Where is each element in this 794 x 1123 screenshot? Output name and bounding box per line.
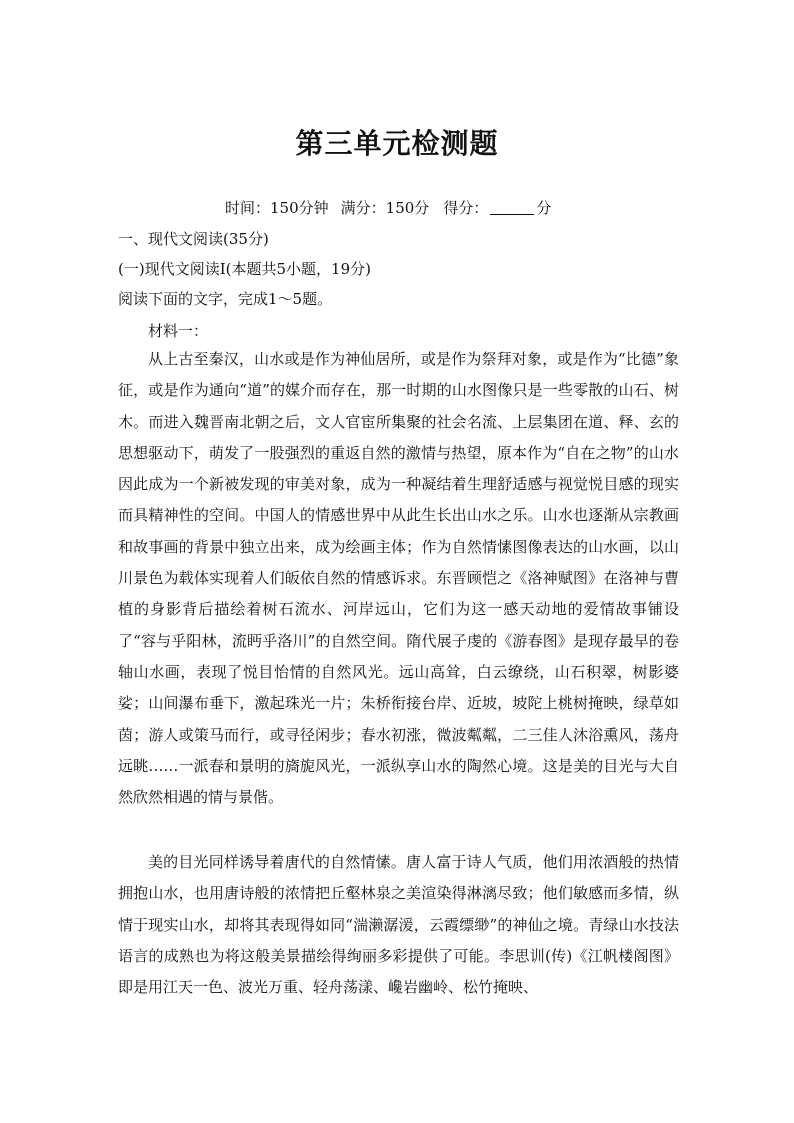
page-title: 第三单元检测题	[295, 127, 499, 160]
got-unit: 分	[536, 199, 552, 217]
paragraph-1: 从上古至秦汉，山水或是作为神仙居所，或是作为祭拜对象，或是作为“比德”象征，或是作为通向“道”的媒介而存在，那一时期的山水图像只是一些零散的山石、树木。而进入魏晋南北朝之后，文人官宦所集聚的社会名流、上层集团在道、释、玄的思想驱动下，萌发了一股强烈的重返自然的激情与热望，原本作为“自在之物”的山水因此成为一个新被发现的审美对象，成为一种凝结着生理舒适感与视觉悦目感的现实而具精神性的空间。中国人的情感世界中从此生长出山水之乐。山水也逐渐从宗教画和故事画的背景中独立出来，成为绘画主体；作为自然情愫图像表达的山水画，以山川景色为载体实现着人们皈依自然的情感诉求。东晋顾恺之《洛神赋图》在洛神与曹植的身影背后描绘着树石流水、河岸远山，它们为这一感天动地的爱情故事铺设了“容与乎阳林，流眄乎洛川”的自然空间。隋代展子虔的《游春图》是现存最早的卷轴山水画，表现了悦目怡情的自然风光。远山高耸，白云缭绕，山石积翠，树影婆娑；山间瀑布垂下，激起珠光一片；朱桥衔接台岸、近坡，坡陀上桃树掩映，绿草如茵；游人或策马而行，或寻径闲步；春水初涨，微波粼粼，二三佳人沐浴熏风，荡舟远眺……一派春和景明的旖旎风光，一派纵享山水的陶然心境。这是美的目光与大自然欣然相遇的情与景偕。	[118, 350, 679, 807]
exam-meta	[225, 197, 551, 219]
section-heading: 一、现代文阅读(35分)	[118, 230, 269, 248]
material-label: 材料一：	[148, 322, 209, 340]
subsection-heading: (一)现代文阅读Ⅰ(本题共5小题，19分)	[118, 260, 371, 278]
time-label: 时间：	[225, 199, 271, 217]
instruction-text: 阅读下面的文字，完成1～5题。	[118, 290, 333, 308]
time-value: 150分钟	[270, 199, 329, 217]
paragraph-2: 美的目光同样诱导着唐代的自然情愫。唐人富于诗人气质，他们用浓酒般的热情拥抱山水，也用唐诗般的浓情把丘壑林泉之美渲染得淋漓尽致；他们敏感而多情，纵情于现实山水，却将其表现得如同“湍濑潺湲，云霞缥缈”的神仙之境。青绿山水技法语言的成熟也为将这般美景描绘得绚丽多彩提供了可能。李思训(传)《江帆楼阁图》即是用江天一色、波光万重、轻舟荡漾、巉岩幽岭、松竹掩映、	[118, 853, 679, 997]
got-label: 得分：	[443, 199, 489, 217]
score-label: 满分：	[340, 199, 386, 217]
score-value: 150分	[385, 199, 430, 217]
score-blank[interactable]	[490, 198, 534, 215]
